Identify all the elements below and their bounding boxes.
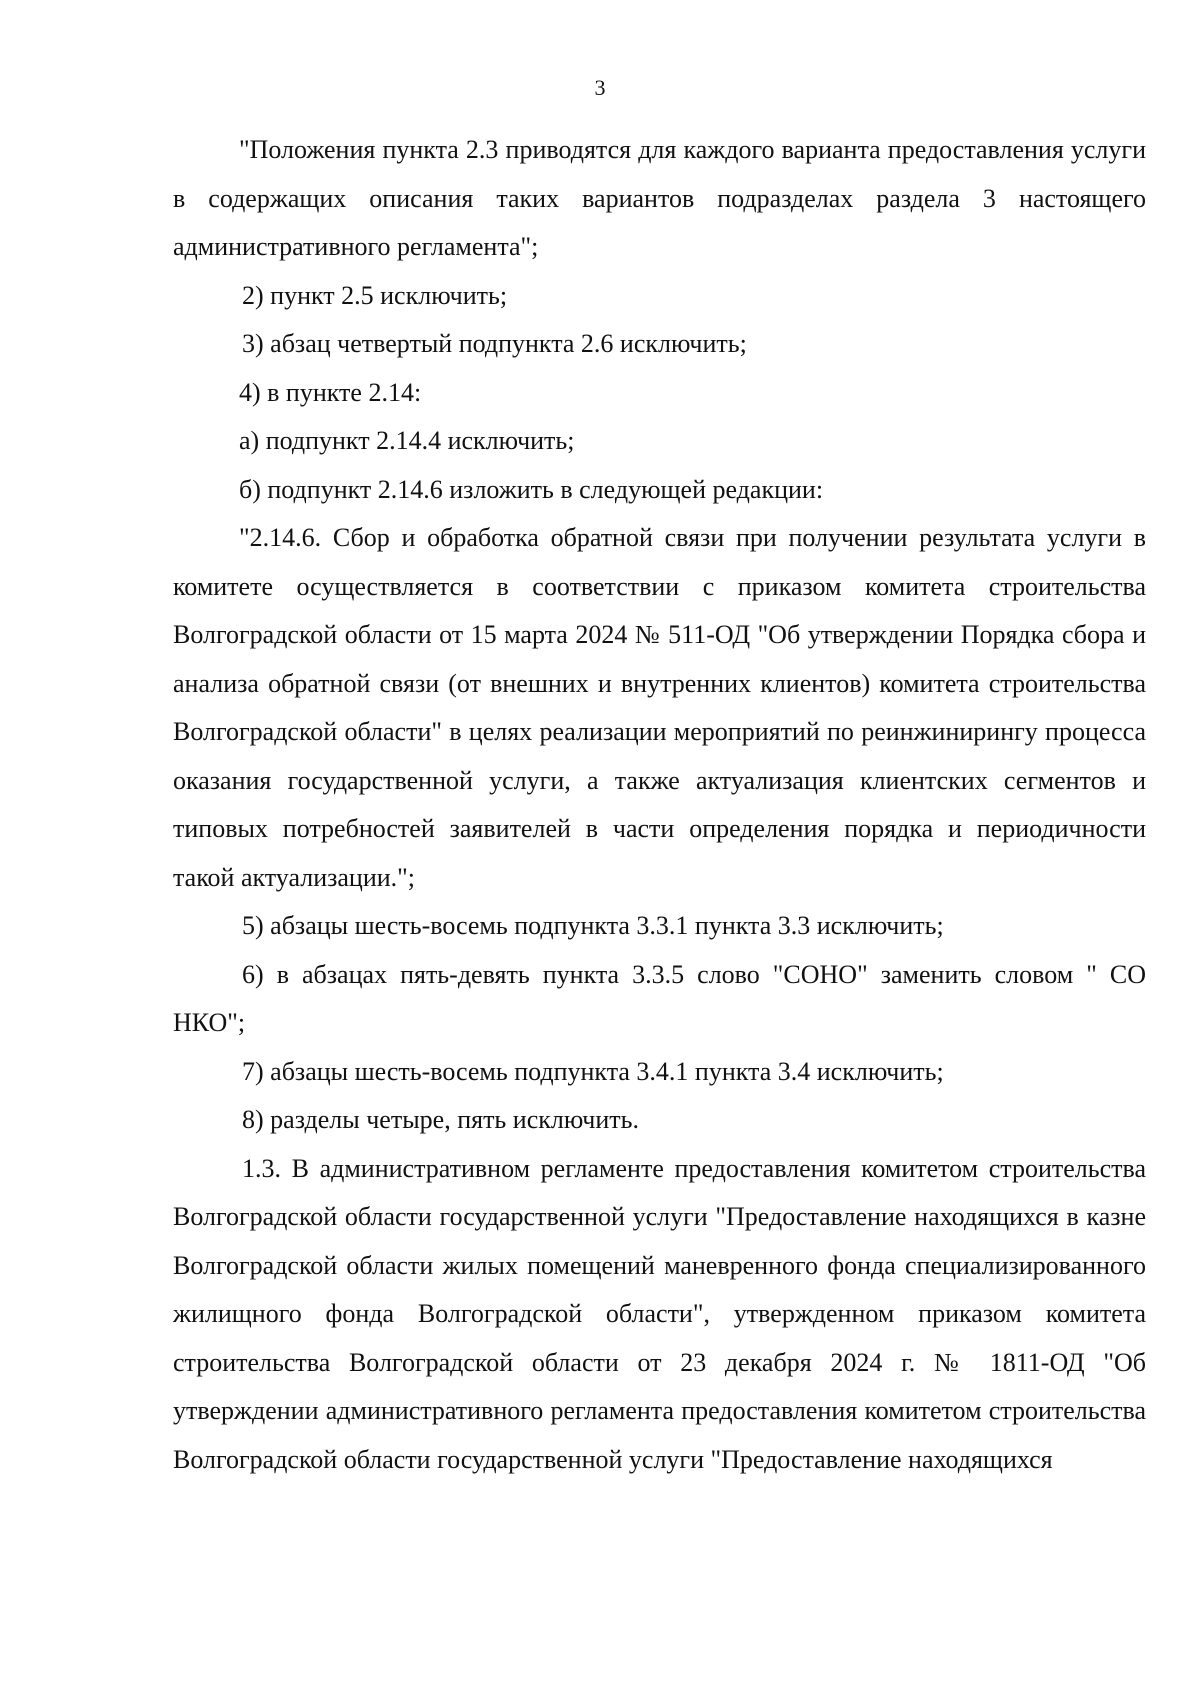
paragraph-item-5: 5) абзацы шесть-восемь подпункта 3.3.1 пункта 3.3 исключить;: [242, 911, 944, 940]
paragraph-quote-2-14-6: "2.14.6. Сбор и обработка обратной связи при получении результата услуги в комитете осуществляется в соответствии с приказом комитета строительства Волгоградской области от 15 марта 2024 № 511-ОД "Об утверждении Порядка сбора и анализа обратной связи (от внешних и внутренних клиентов) комитета строительства Волгоградской области" в целях реализации мероприятий по реинжинирингу процесса оказания государственной услуги, а также актуализация клиентских сегментов и типовых потребностей заявителей в части определения порядка и периодичности такой актуализации.";: [173, 523, 1146, 892]
paragraph-item-7: 7) абзацы шесть-восемь подпункта 3.4.1 пункта 3.4 исключить;: [242, 1056, 944, 1086]
document-body: [173, 126, 1146, 1484]
paragraph-item-6: 6) в абзацах пять-девять пункта 3.3.5 слово "СОНО" заменить словом " СО НКО";: [173, 959, 1146, 1037]
paragraph-item-2: 2) пункт 2.5 исключить;: [242, 280, 508, 310]
paragraph-item-4b: б) подпункт 2.14.6 изложить в следующей редакции:: [239, 474, 824, 504]
paragraph-quote-2-3: "Положения пункта 2.3 приводятся для каждого варианта предоставления услуги в содержащих описания таких вариантов подразделах раздела 3 настоящего административного регламента";: [173, 135, 1146, 261]
page-number: 3: [594, 75, 606, 100]
paragraph-item-4a: а) подпункт 2.14.4 исключить;: [239, 426, 575, 455]
paragraph-item-8: 8) разделы четыре, пять исключить.: [242, 1105, 639, 1134]
paragraph-item-3: 3) абзац четвертый подпункта 2.6 исключить;: [242, 329, 747, 358]
paragraph-section-1-3: 1.3. В административном регламенте предоставления комитетом строительства Волгоградской области государственной услуги "Предоставление находящихся в казне Волгоградской области жилых помещений маневренного фонда специализированного жилищного фонда Волгоградской области", утвержденном приказом комитета строительства Волгоградской области от 23 декабря 2024 г. № 1811-ОД "Об утверждении административного регламента предоставления комитетом строительства Волгоградской области государственной услуги "Предоставление находящихся: [173, 1153, 1146, 1474]
paragraph-item-4: 4) в пункте 2.14:: [239, 377, 422, 407]
